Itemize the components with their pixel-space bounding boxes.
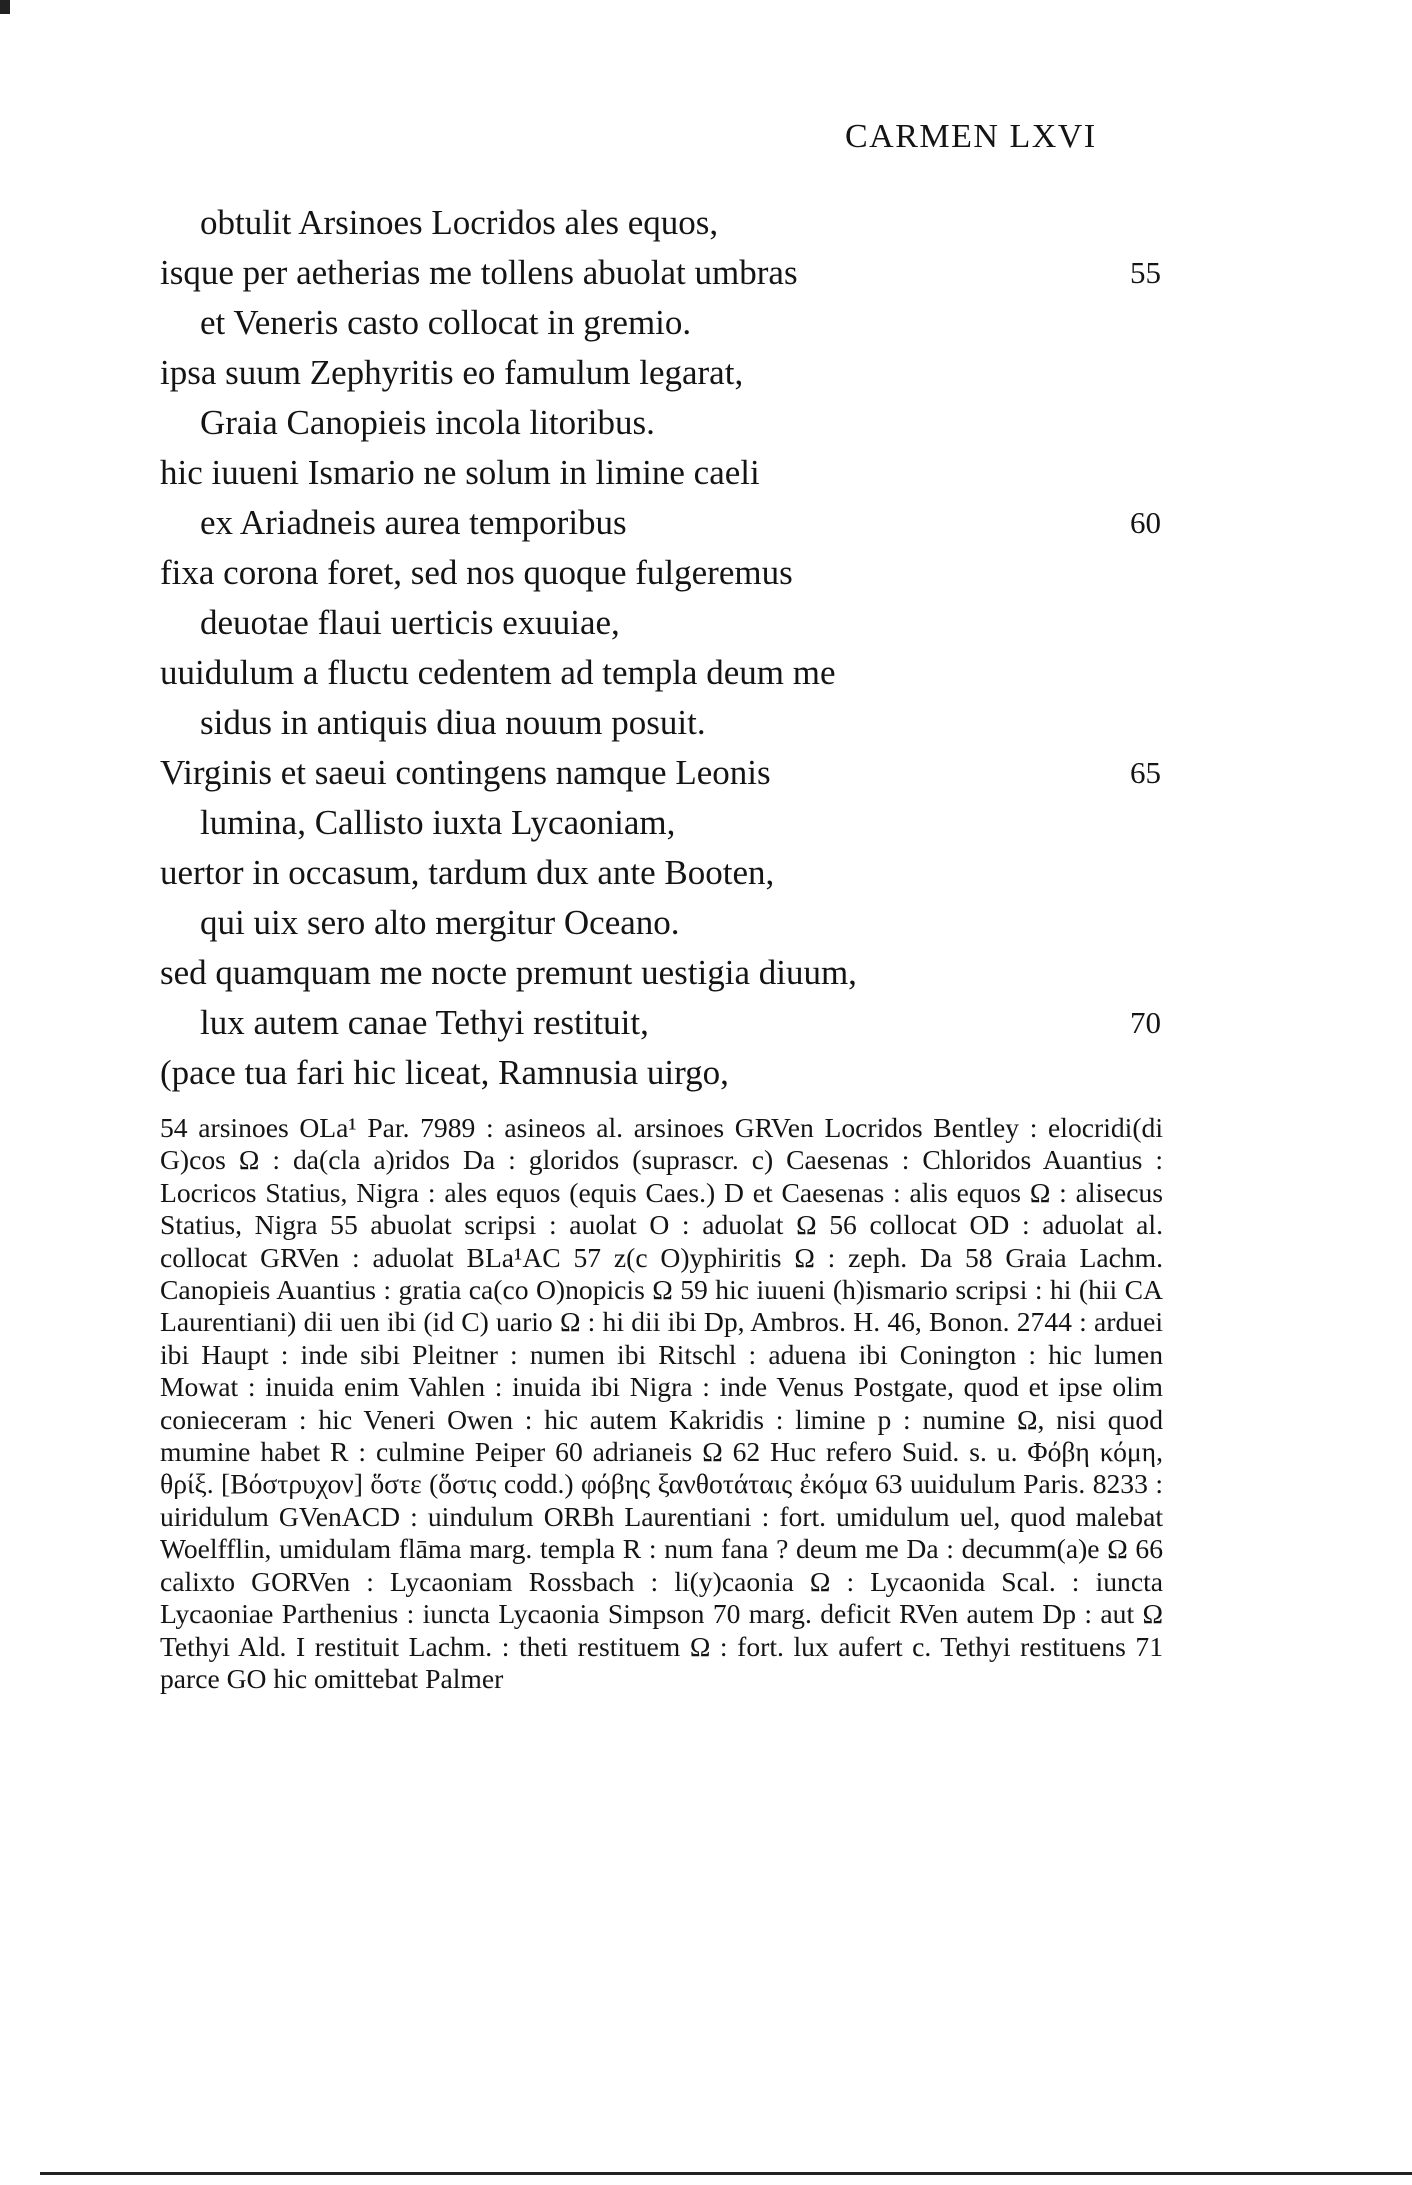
verse-line xyxy=(0,548,1412,598)
verse-text: et Veneris casto collocat in gremio. xyxy=(200,303,692,342)
verse-line xyxy=(0,1048,1412,1098)
line-number: 70 xyxy=(1130,1005,1161,1040)
verse-text: Virginis et saeui contingens namque Leonis xyxy=(160,753,771,792)
verse-line xyxy=(0,698,1412,748)
poem-text xyxy=(0,198,1412,1098)
verse-line xyxy=(0,948,1412,998)
running-title: CARMEN LXVI xyxy=(845,118,1097,155)
verse-text: (pace tua fari hic liceat, Ramnusia uirgo, xyxy=(160,1053,729,1092)
verse-line xyxy=(0,298,1412,348)
verse-text: lux autem canae Tethyi restituit, xyxy=(200,1003,649,1042)
verse-line xyxy=(0,648,1412,698)
verse-text: uuidulum a fluctu cedentem ad templa deum me xyxy=(160,653,836,692)
verse-line xyxy=(0,448,1412,498)
verse-line xyxy=(0,248,1412,298)
verse-line xyxy=(0,348,1412,398)
verse-line xyxy=(0,848,1412,898)
verse-text: hic iuueni Ismario ne solum in limine caeli xyxy=(160,453,760,492)
apparatus-note: 54 arsinoes OLa¹ Par. 7989 : asineos al. arsinoes GRVen Locridos Bentley : elocridi(di G)cos Ω : da(cla a)ridos Da : gloridos (suprascr. c) Caesenas : Chloridos Auantius : Locricos Statius, Nigra : ales equos (equis Caes.) D et Caesenas : alis equos Ω : alisecus Statius, Nigra 55 abuolat scripsi : auolat O : aduolat Ω 56 collocat OD : aduolat al. collocat GRVen : aduolat BLa¹AC 57 z(c O)yphiritis Ω : zeph. Da 58 Graia Lachm. Canopieis Auantius : gratia ca(co O)nopicis Ω 59 hic iuueni (h)ismario scripsi : hi (hii CA Laurentiani) dii uen ibi (id C) uario Ω : hi dii ibi Dp, Ambros. H. 46, Bonon. 2744 : arduei ibi Haupt : inde sibi Pleitner : numen ibi Ritschl : aduena ibi Conington : hic lumen Mowat : inuida enim Vahlen : inuida ibi Nigra : inde Venus Postgate, quod et ipse olim conieceram : hic Veneri Owen : hic autem Kakridis : limine p : numine Ω, nisi quod mumine habet R : culmine Peiper 60 adrianeis Ω 62 Huc refero Suid. s. u. Φόβη κόμη, θρίξ. [Βόστρυχον] ὅστε (ὅστις codd.) φόβης ξανθοτάταις ἐκόμα 63 uuidulum Paris. 8233 : uiridulum GVenACD : uindulum ORBh Laurentiani : fort. umidulum uel, quod malebat Woelfflin, umidulam flāma marg. templa R : num fana ? deum me Da : decumm(a)e Ω 66 calixto GORVen : Lycaoniam Rossbach : li(y)caonia Ω : Lycaonida Scal. : iuncta Lycaoniae Parthenius : iuncta Lycaonia Simpson 70 marg. deficit RVen autem Dp : aut Ω Tethyi Ald. I restituit Lachm. : theti restituem Ω : fort. lux aufert c. Tethyi restituens 71 parce GO hic omittebat Palmer xyxy=(160,1112,1163,1694)
verse-line xyxy=(0,598,1412,648)
line-number: 55 xyxy=(1130,255,1161,290)
verse-text: ex Ariadneis aurea temporibus xyxy=(200,503,627,542)
verse-line xyxy=(0,198,1412,248)
verse-line xyxy=(0,748,1412,798)
line-number: 60 xyxy=(1130,505,1161,540)
verse-text: sed quamquam me nocte premunt uestigia diuum, xyxy=(160,953,857,992)
verse-text: lumina, Callisto iuxta Lycaoniam, xyxy=(200,803,676,842)
page-bottom-rule xyxy=(40,2172,1412,2175)
verse-line xyxy=(0,398,1412,448)
verse-text: Graia Canopieis incola litoribus. xyxy=(200,403,655,442)
verse-line xyxy=(0,498,1412,548)
verse-text: sidus in antiquis diua nouum posuit. xyxy=(200,703,706,742)
critical-apparatus xyxy=(160,1112,1163,1695)
verse-text: ipsa suum Zephyritis eo famulum legarat, xyxy=(160,353,744,392)
verse-text: deuotae flaui uerticis exuuiae, xyxy=(200,603,620,642)
verse-text: fixa corona foret, sed nos quoque fulgeremus xyxy=(160,553,793,592)
verse-line xyxy=(0,798,1412,848)
verse-text: qui uix sero alto mergitur Oceano. xyxy=(200,903,680,942)
scan-corner-mark xyxy=(0,0,10,14)
verse-text: isque per aetherias me tollens abuolat umbras xyxy=(160,253,798,292)
verse-line xyxy=(0,898,1412,948)
verse-text: obtulit Arsinoes Locridos ales equos, xyxy=(200,203,719,242)
verse-line xyxy=(0,998,1412,1048)
verse-text: uertor in occasum, tardum dux ante Booten, xyxy=(160,853,775,892)
line-number: 65 xyxy=(1130,755,1161,790)
